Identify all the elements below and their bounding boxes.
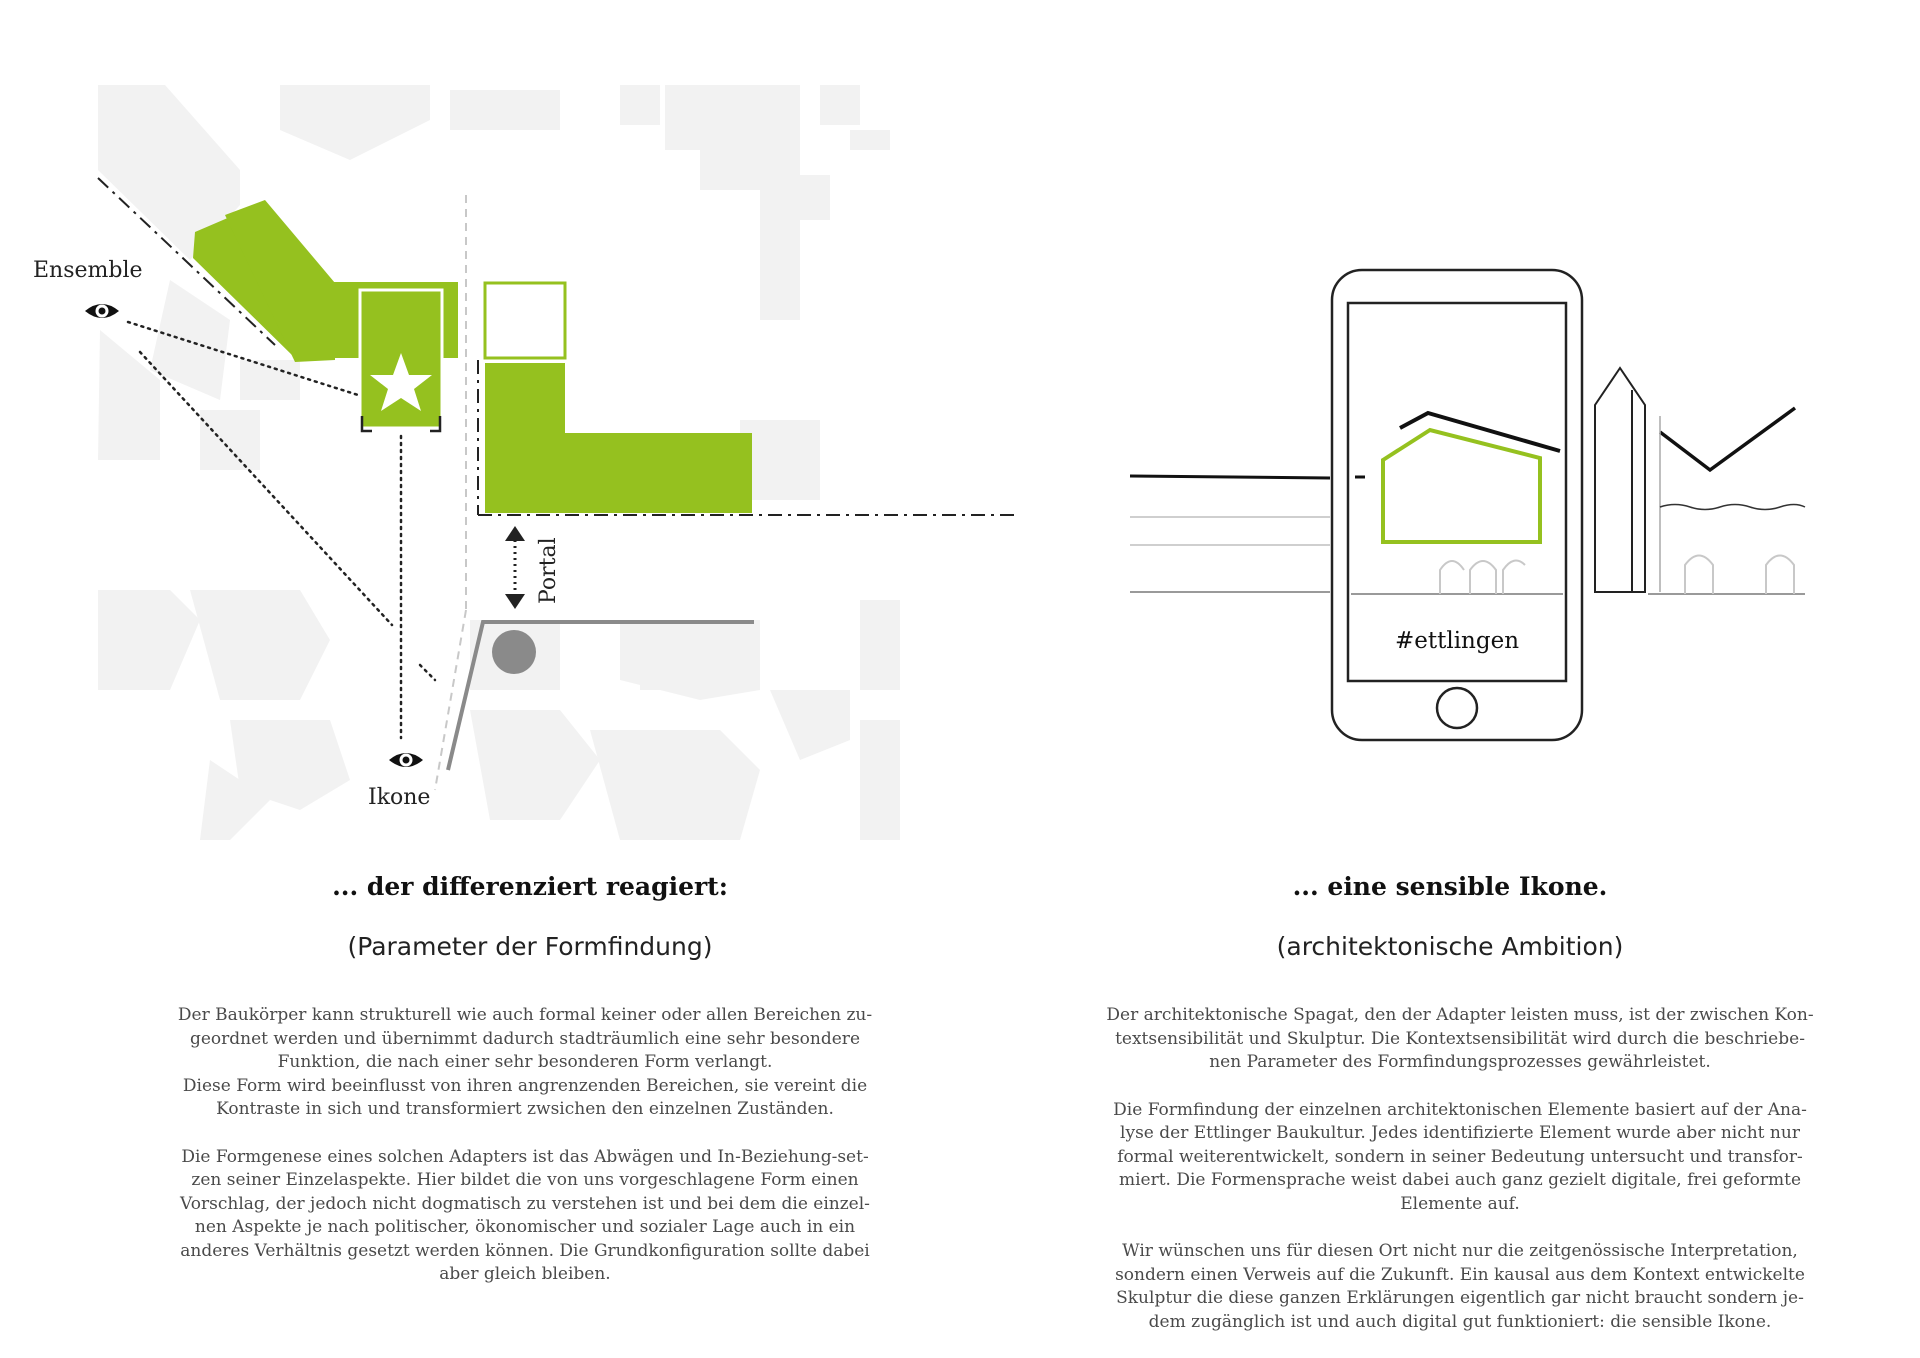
phone-sketch-diagram [1100,220,1820,760]
label-portal: Portal [536,537,561,604]
label-ensemble: Ensemble [33,258,143,283]
left-heading: ... der differenziert reagiert: [332,872,728,901]
left-subheading: (Parameter der Formfindung) [347,932,713,961]
phone-frame [1332,270,1582,740]
left-paragraph-1: Der Baukörper kann strukturell wie auch formal keiner oder allen Bereichen zu- geordnet werden und übernimmt dadurch stadträumlich eine sehr besondere Funktion, die nach einer sehr besonderen Form verlangt. Diese Form wird beeinflusst von ihren angrenzenden Bereichen, sie vereint die Kontraste in sich und transformiert zwsichen den einzelnen Zuständen. [177,1005,873,1119]
green-outline-block [485,283,565,358]
hashtag-label: #ettlingen [1394,628,1520,654]
right-paragraph-3: Wir wünschen uns für diesen Ort nicht nur die zeitgenössische Interpretation, sondern einen Verweis auf die Zukunft. Ein kausal aus dem Kontext entwickelte Skulptur die diese ganzen Erklärungen eigentlich gar nicht braucht sondern je- dem zugänglich ist und auch digital gut funktioniert: die sensible Ikone. [1115,1241,1805,1332]
eye-icon [389,753,423,767]
tree-circle [492,630,536,674]
green-house-outline [1383,430,1540,542]
right-paragraph-1: Der architektonische Spagat, den der Adapter leisten muss, ist der zwischen Kon- textsensibilität und Skulptur. Die Kontextsensibilität wird durch die beschriebe- nen Parameter des Formfindungsprozesses gewährleistet. [1106,1005,1814,1072]
phone-home-button [1437,688,1477,728]
arrow-up-icon [505,526,525,541]
phone-screen [1348,303,1566,681]
site-plan-diagram [0,0,1040,860]
left-body-text [150,1004,900,1311]
tower-outline [1595,368,1645,592]
eye-icon [85,304,119,318]
arrow-down-icon [505,594,525,609]
right-paragraph-2: Die Formfindung der einzelnen architektonischen Elemente basiert auf der Ana- lyse der Ettlinger Baukultur. Jedes identifizierte Element wurde aber nicht nur formal weiterentwickelt, sondern in seiner Bedeutung untersucht und transfor- miert. Die Formensprache weist dabei auch ganz gezielt digitale, frei geformte Elemente auf. [1113,1099,1807,1214]
phone-sketch-svg [1100,220,1820,760]
green-building-right [485,363,752,513]
right-subheading: (architektonische Ambition) [1276,932,1624,961]
left-paragraph-2: Die Formgenese eines solchen Adapters ist das Abwägen und In-Beziehung-set- zen seiner Einzelaspekte. Hier bildet die von uns vorgeschlagene Form einen Vorschlag, der jedoch nicht dogmatisch zu verstehen ist und bei dem die einzel- nen Aspekte je nach politischer, ökonomischer und sozialer Lage auch in ein anderes Verhältnis gesetzt werden können. Die Grundkonfiguration sollte dabei aber gleich bleiben. [180,1146,870,1284]
site-plan-svg [0,0,1040,860]
right-heading: ... eine sensible Ikone. [1292,872,1608,901]
label-ikone: Ikone [368,785,431,810]
right-body-text [1085,1004,1835,1358]
